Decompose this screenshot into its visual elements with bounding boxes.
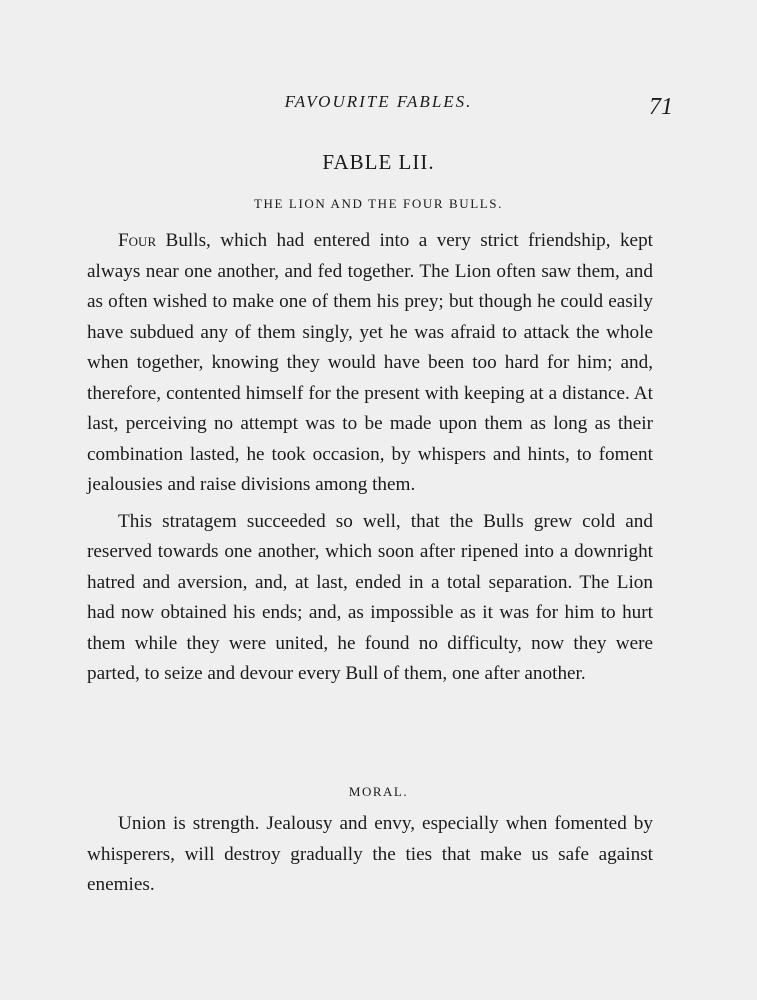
paragraph-2: This stratagem succeeded so well, that the Bulls grew cold and reserved towards one another, which soon after ripened into a downright hatred and aversion, and, at last, ended in a total separation. The Lion had now obtained his ends; and, as impossible as it was for him to hurt them while they were united, he found no difficulty, now they were parted, to seize and devour every Bull of them, one after another.: [87, 510, 653, 684]
fable-title: FABLE LII.: [322, 150, 435, 174]
fable-subtitle: THE LION AND THE FOUR BULLS.: [254, 196, 503, 211]
paragraph-1: [87, 226, 653, 501]
running-head: FAVOURITE FABLES.: [284, 92, 473, 111]
moral-paragraph: Union is strength. Jealousy and envy, especially when fomented by whisperers, will destroy gradually the ties that make us safe against enemies.: [87, 813, 653, 895]
opening-word: Four: [118, 230, 157, 251]
moral-body: [87, 809, 653, 901]
paragraph-1-text: Bulls, which had entered into a very strict friendship, kept always near one another, and fed together. The Lion often saw them, and as often wished to make one of them his prey; but though he could easily have subdued any of them singly, yet he was afraid to attack the whole when together, knowing they would have been too hard for him; and, therefore, contented himself for the present with keeping at a distance. At last, perceiving no attempt was to be made upon them as long as their combination lasted, he took occasion, by whispers and hints, to foment jealousies and raise divisions among them.: [87, 230, 653, 495]
moral-heading: MORAL.: [348, 784, 409, 799]
fable-body: [87, 226, 653, 696]
page-number: 71: [649, 94, 673, 120]
